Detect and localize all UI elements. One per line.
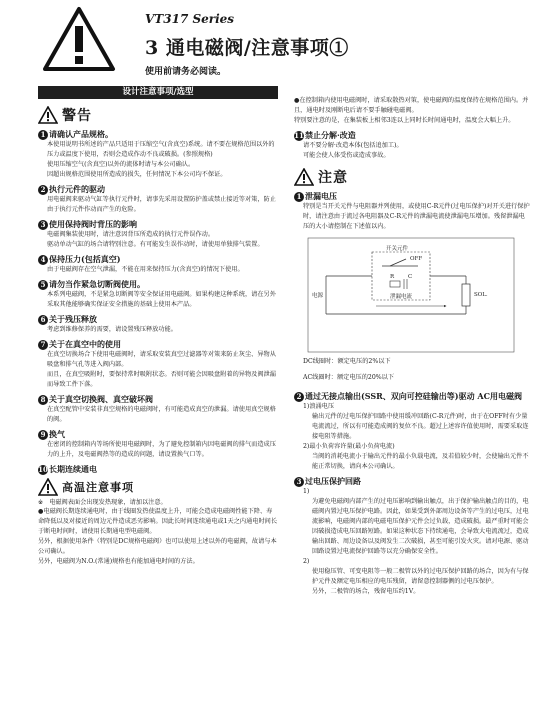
item-body	[294, 202, 530, 232]
bullet-line: ●电磁阀长期连续通电时，由于线圈发热使温度上升，可能会造成电磁阀性能下降、寿命降低以及对接近的周边元件造成恶劣影响。因此长时间连续通电或1天之内通电时间长于断电时间时，请使用长期通电型电磁阀。	[38, 508, 278, 535]
item-line: 而且，在真空吸附时，要保持常时吸附状态。否则可能会因吸盘附着的异物及阀泄漏而导致工件下落。	[47, 371, 276, 388]
item-heading	[38, 219, 278, 230]
warning-items	[38, 129, 278, 475]
item-title: 换气	[49, 429, 65, 439]
item-heading	[38, 314, 278, 325]
left-column	[38, 86, 278, 567]
bullet-line: 另外，根据使用条件（特别是DC规格电磁阀）也可以使用上述以外的电磁阀，故请与本公司确认。	[38, 538, 277, 555]
warning-icon	[38, 106, 58, 124]
item-number-badge: 11	[294, 131, 304, 140]
highlevel-note-row	[38, 498, 278, 507]
item-title: 执行元件的驱动	[49, 184, 105, 194]
item-line: 由于电磁阀存在空气泄漏，不能在用来保持压力(含真空)的情况下使用。	[47, 266, 244, 273]
item-title: 泄漏电压	[305, 191, 337, 201]
item-title: 关于在真空中的使用	[49, 339, 121, 349]
sub-item-line: 为避免电磁阀内部产生的过电压影响到输出触点，出于保护输出触点的目的，电磁阀内置过电压保护电路。因此，如果受到外部周边设备等产生的过电压，过电流影响，电磁阀内部的电磁电压保护元件会过负载，造成破损。最严重时可能会因破损造成电压回路短路。如果这种状态下持续通电，会导致大电流流过，造成输出回路、周边设备以及阀发生二次破损，甚至可能引发火灾。请对电源、驱动回路设置过电流保护回路等以充分确保安全性。	[312, 498, 529, 555]
section-header: 设计注意事项/选型	[38, 86, 278, 99]
item-number-badge: 1	[294, 192, 304, 202]
caution-item-3	[294, 476, 530, 597]
item-line: 特别是当开关元件与电阻器并列使用，或使用C-R元件(过电压保护)对开关进行保护时，请注意由于流过各电阻器及C-R元件的泄漏电流使泄漏电压增加。残留泄漏电压的大小请控制在下述值以内。	[303, 203, 530, 230]
sub-item-label: 2)最小负荷容许量(最小负荷电流)	[303, 443, 395, 450]
item-number-badge: 1	[38, 130, 48, 140]
capacitor-label: C	[408, 274, 413, 280]
item-number-badge: 3	[294, 477, 304, 487]
page-subtitle: 使用前请务必阅读。	[145, 67, 227, 77]
right-column	[294, 96, 530, 597]
series-name: VT317 Series	[145, 12, 235, 26]
sub-item-label: 1)浪涌电压	[303, 403, 335, 410]
item-body	[38, 265, 278, 275]
item-number-badge: 6	[38, 315, 48, 325]
off-label: OFF	[410, 256, 423, 262]
item-number-badge: 5	[38, 280, 48, 290]
formula-dc: DC线圈时：额定电压的2%以下	[303, 358, 391, 365]
sub-item-label: 2)	[303, 558, 310, 565]
item-heading	[38, 429, 278, 440]
sub-item-body	[294, 412, 530, 442]
item-line: 在真空切换场合下使用电磁阀时，请采取安装真空过滤器等对策来防止灰尘、异物从吸盘和排气孔等进入阀内部。	[47, 351, 276, 368]
item-title: 长期连续通电	[49, 464, 97, 474]
item-title: 过电压保护回路	[305, 476, 361, 486]
sub-item-body	[294, 567, 530, 597]
note-mark-icon: ※	[38, 499, 44, 506]
highlevel-heading	[38, 478, 278, 496]
item-line: 考虑到维修保养的需要，请设置残压释放功能。	[47, 326, 177, 333]
item-heading	[38, 464, 278, 475]
leak-current-label: 泄漏电流	[390, 294, 413, 300]
item-line: 驱动单动气缸的场合请特别注意。有可能发生误作动时，请使用单独排气装置。	[47, 241, 264, 248]
leak-voltage-circuit-diagram	[306, 236, 516, 354]
item-title: 请确认产品规格。	[49, 129, 113, 139]
highlevel-title: 高温注意事项	[62, 481, 134, 494]
item-11	[294, 130, 530, 161]
caution-item-1	[294, 191, 530, 232]
resistor-label: R	[390, 274, 395, 280]
item-heading	[38, 254, 278, 265]
item-heading	[294, 130, 530, 141]
item-number-badge: 8	[38, 395, 48, 405]
item-line: 电磁阀集装使用时，请注意因背压所造成的执行元件误作动。	[47, 231, 215, 238]
item-line: 在真空配管中安装非真空规格的电磁阀时，有可能造成真空的泄漏。请使用真空规格的阀。	[47, 406, 276, 423]
item-title: 请勿当作紧急切断阀使用。	[49, 279, 145, 289]
item-title: 通过无接点输出(SSR、双向可控硅输出等)驱动 AC用电磁阀	[305, 391, 522, 401]
sub-item-line: 当阀的消耗电流小于输出元件的最小负载电流，及若值较少时，会使输出元件不能正常切换，请向本公司确认。	[312, 453, 529, 470]
item-line: 请不要分解·改造本体(包括追加工)。	[303, 142, 403, 149]
item-heading	[294, 391, 530, 402]
item-heading	[38, 279, 278, 290]
item-title: 使用保持阀时背压的影响	[49, 219, 137, 229]
sub-item-line: 输出元件的过电压保护回路中使用缓冲回路(C-R元件)时，由于在OFF时有少量电流流过，所以有可能造成阀的复位不良。超过上述容许值使用时，需要采取连接电阻等措施。	[312, 413, 529, 440]
item-heading	[38, 129, 278, 140]
sub-item-body	[294, 497, 530, 557]
item-line: 用电磁阀来驱动气缸等执行元件时，请事先采用设置防护盖或禁止接近等对策，防止由于执行元件作动而产生的危险。	[47, 196, 276, 213]
formula-ac: AC线圈时：额定电压的20%以下	[303, 374, 395, 381]
highlevel-bullets	[38, 507, 278, 567]
bullet-line: 另外，电磁阀为N.O.(常通)规格也有能加通电时间的方法。	[38, 558, 199, 565]
item-title: 禁止分解·改造	[305, 130, 356, 140]
sub-item-body	[294, 452, 530, 472]
caution-title: 注意	[318, 170, 348, 186]
item-heading	[38, 184, 278, 195]
item-number-badge: 2	[294, 392, 304, 402]
item-title: 关于真空切换阀、真空破坏阀	[49, 394, 153, 404]
item-heading	[38, 394, 278, 405]
item-line: 本使用说明书所述的产品只适用于压缩空气(含真空)系统。请不要在规格范围以外的压力或温度下使用，否则会造成作动不良或破损。(参照规格)	[47, 141, 275, 158]
sub-item-line: 另外，二极管的场合，残留电压约1V。	[312, 588, 420, 595]
item-line: 本系列电磁阀，不是紧急切断阀等安全保证用电磁阀。如果构建这种系统，请在另外采取其他能够确实保证安全措施的基础上使用本产品。	[47, 291, 276, 308]
item-number-badge: 3	[38, 220, 48, 230]
caution-item-2	[294, 391, 530, 472]
sub-item-line: 使用稳压管、可变电阻等一般二极管以外的过电压保护回路的场合，因为有与保护元件及额定电压相应的电压残留，请留意控制器侧的过电压保护。	[312, 568, 529, 585]
item-number-badge: 10	[38, 465, 48, 474]
item-number-badge: 4	[38, 255, 48, 265]
warning-triangle-icon	[42, 6, 116, 72]
item-heading	[38, 339, 278, 350]
item-heading	[294, 191, 530, 202]
highlevel-note: 电磁阀表面会出现发热现象，请加以注意。	[49, 499, 167, 506]
item-title: 保持压力(包括真空)	[49, 254, 121, 264]
item-line: 在密闭的控制箱内等场所使用电磁阀时，为了避免控制箱内因电磁阀的排气而造成压力的上升，及电磁阀热等的造成的问题，请设置换气口等。	[47, 441, 276, 458]
item-heading	[294, 476, 530, 487]
right-top-line: ●在控制箱内使用电磁阀时，请采取散热对策，使电磁阀的温度保持在规格范围内。并且，通电时及刚断电后请不要手触碰电磁阀。	[294, 97, 529, 114]
right-top-text	[294, 96, 530, 126]
switch-element-label: 开关元件	[386, 246, 409, 252]
item-title: 关于残压释放	[49, 314, 97, 324]
item-line: 因超出规格范围使用所造成的损失，任何情况下本公司均不保证。	[47, 171, 227, 178]
warning-title: 警告	[62, 108, 92, 124]
item-body	[38, 230, 278, 250]
caution-icon	[294, 168, 314, 186]
item-line: 使用压缩空气(含真空)以外的流体时请与本公司确认。	[47, 161, 195, 168]
item-body	[38, 290, 278, 310]
item-number-badge: 7	[38, 340, 48, 350]
right-top-line: 特别要注意的是，在集装板上相邻3连以上同时长时间通电时，温度会大幅上升。	[294, 117, 515, 124]
warning-heading	[38, 105, 278, 125]
item-body	[38, 195, 278, 215]
item-body	[38, 325, 278, 335]
sub-item-label: 1)	[303, 488, 310, 495]
item-number-badge: 9	[38, 430, 48, 440]
item-line: 可能会使人体受伤或造成事故。	[303, 152, 390, 159]
item-body	[38, 440, 278, 460]
item-body	[294, 141, 530, 161]
page-title: 3 通电磁阀/注意事项①	[145, 37, 349, 59]
item-body	[38, 140, 278, 180]
item-body	[38, 350, 278, 390]
sol-label: SOL.	[474, 292, 488, 298]
item-body	[38, 405, 278, 425]
caution-icon	[38, 478, 58, 496]
item-number-badge: 2	[38, 185, 48, 195]
power-label: 电源	[312, 293, 324, 299]
caution-heading	[294, 167, 530, 187]
